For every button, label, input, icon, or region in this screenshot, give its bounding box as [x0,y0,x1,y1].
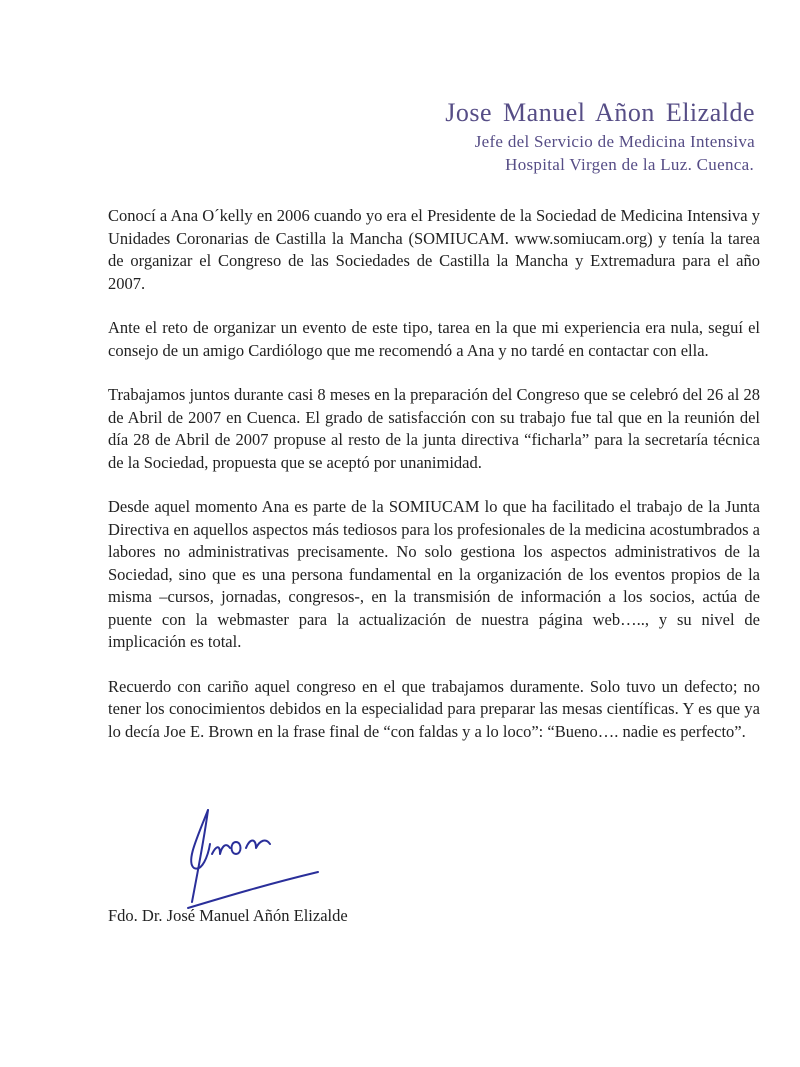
handwritten-signature [178,800,328,915]
signature-stroke-a [192,810,208,902]
author-position: Jefe del Servicio de Medicina Intensiva [474,132,755,151]
letter-body [108,205,760,765]
signature-stroke-o [232,842,241,854]
paragraph-4: Desde aquel momento Ana es parte de la SOMIUCAM lo que ha facilitado el trabajo de la Junta Directiva en aquellos aspectos más tediosos para los profesionales de la medicina acostumbrados a labores no administrativas precisamente. No solo gestiona los aspectos administrativos de la Sociedad, sino que es una persona fundamental en la organización de los eventos propios de la misma –cursos, jornadas, congresos-, en la transmisión de información a los socios, actúa de puente con la webmaster para la actualización de nuestra página web….., y su nivel de implicación es total. [108,497,760,651]
hospital-name: Hospital Virgen de la Luz. Cuenca. [505,155,754,174]
paragraph-5: Recuerdo con cariño aquel congreso en el que trabajamos duramente. Solo tuvo un defecto; no tener los conocimientos debidos en la especialidad para preparar las mesas científicas. Y es que ya lo decía Joe E. Brown en la frase final de “con faldas y a lo loco”: “Bueno…. nadie es perfecto”. [108,676,760,741]
paragraph-3: Trabajamos juntos durante casi 8 meses en la preparación del Congreso que se celebró del 26 al 28 de Abril de 2007 en Cuenca. El grado de satisfacción con su trabajo fue tal que en la reunión del día 28 de Abril de 2007 propuse al resto de la junta directiva “ficharla” para la secretaría técnica de la Sociedad, propuesta que se aceptó por unanimidad. [108,385,760,472]
paragraph-1: Conocí a Ana O´kelly en 2006 cuando yo era el Presidente de la Sociedad de Medicina Intensiva y Unidades Coronarias de Castilla la Mancha (SOMIUCAM. www.somiucam.org) y tenía la tarea de organizar el Congreso de las Sociedades de Castilla la Mancha y Extremadura para el año 2007. [108,206,760,293]
letterhead [445,96,755,176]
signature-stroke-n2 [246,841,270,849]
signoff-line: Fdo. Dr. José Manuel Añón Elizalde [108,906,348,925]
paragraph-2: Ante el reto de organizar un evento de este tipo, tarea en la que mi experiencia era nula, seguí el consejo de un amigo Cardiólogo que me recomendó a Ana y no tardé en contactar con ella. [108,318,760,360]
signature-underline [188,872,318,908]
author-name: Jose Manuel Añon Elizalde [445,98,755,127]
signature-stroke-n [212,845,230,854]
